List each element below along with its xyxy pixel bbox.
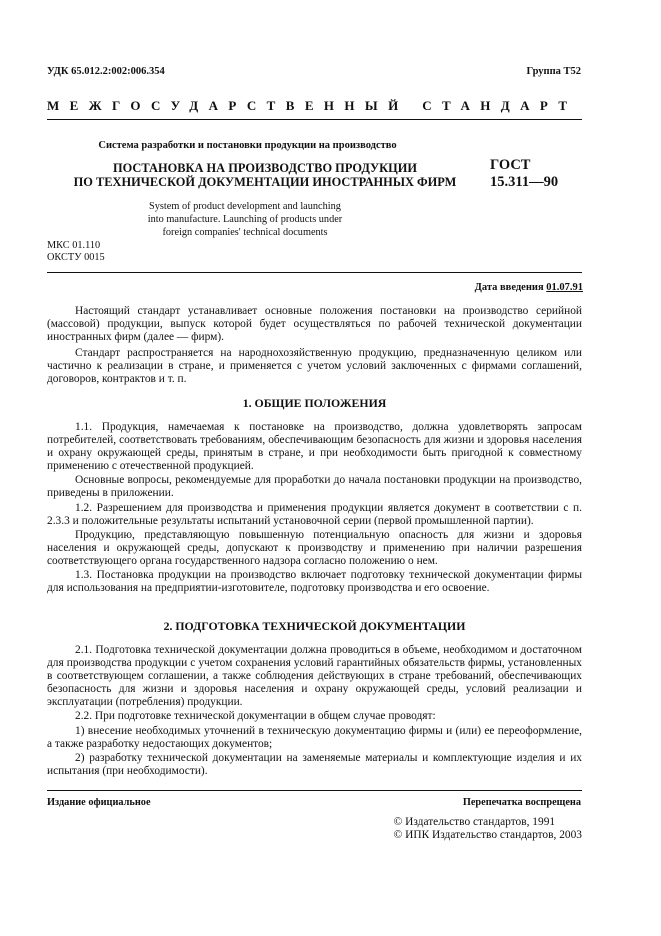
section-2-paragraph: 2.1. Подготовка технической документации должна проводиться в объеме, необходимом и достаточном для производства продукции с учетом сохранения условий гарантийных обязательств фирмы, установленных в соответствующем соглашении, а также соблюдения действующих в стране требований, обеспечивающих безопасность для жизни и здоровья населения и охрану окружающей среды, условий реализации и эксплуатации (потребления) продукции. xyxy=(47,644,582,709)
gost-number: 15.311—90 xyxy=(490,174,559,190)
reprint-prohibited-note: Перепечатка воспрещена xyxy=(462,797,581,808)
section-1-heading: 1. ОБЩИЕ ПОЛОЖЕНИЯ xyxy=(242,396,387,410)
udk-code: УДК 65.012.2:002:006.354 xyxy=(47,66,165,77)
section-2-paragraph: 2.2. При подготовке технической документации в общем случае проводят: xyxy=(75,710,436,723)
group-code: Группа Т52 xyxy=(526,66,581,77)
intro-date-label: Дата введения xyxy=(474,282,544,293)
header-bottom-rule xyxy=(47,272,582,273)
section-1-paragraph: Основные вопросы, рекомендуемые для проработки до начала постановки продукции на производство, приведены в приложении. xyxy=(47,474,582,500)
footer-rule xyxy=(47,790,582,791)
english-title-line-3: foreign companies' technical documents xyxy=(162,227,328,238)
title-line-1: ПОСТАНОВКА НА ПРОИЗВОДСТВО ПРОДУКЦИИ xyxy=(112,161,418,175)
classification-codes xyxy=(47,240,105,264)
section-1-paragraph: 1.1. Продукция, намечаемая к постановке на производство, должна удовлетворять запросам потребителей, соответствовать требованиям, обеспечивающим безопасность для жизни и здоровья населения и охрану окружающей среды, принятым в стране, и при необходимости быть пригодной к совместному применению с отечественной продукцией. xyxy=(47,421,582,473)
banner-rule xyxy=(47,119,582,120)
gost-designation xyxy=(490,157,558,191)
intro-paragraph: Настоящий стандарт устанавливает основные положения постановки на производство серийной (массовой) продукции, выпуск которой будет осуществляться по рабочей технической документации иностранных фирм (далее — фирм). xyxy=(47,305,582,344)
section-2-text xyxy=(47,644,582,778)
section-2-heading: 2. ПОДГОТОВКА ТЕХНИЧЕСКОЙ ДОКУМЕНТАЦИИ xyxy=(163,619,466,633)
intro-date xyxy=(475,282,583,293)
copyright-block xyxy=(394,816,582,842)
section-2-paragraph: 1) внесение необходимых уточнений в техническую документацию фирмы и (или) ее переоформление, а также разработку недостающих документов; xyxy=(47,724,582,750)
english-title-line-1: System of product development and launching xyxy=(149,201,341,212)
section-1-paragraph: Продукцию, представляющую повышенную потенциальную опасность для жизни и здоровья населения и окружающей среды, допускают к производству и применению при наличии разрешения соответствующего органа государственного надзора согласно положению о нем. xyxy=(47,528,582,567)
standard-type-banner: МЕЖГОСУДАРСТВЕННЫЙ СТАНДАРТ xyxy=(47,98,578,113)
section-2-paragraph: 2) разработку технической документации на заменяемые материалы и комплектующие изделия и их испытания (при необходимости). xyxy=(47,751,582,777)
mks-code: МКС 01.110 xyxy=(47,240,101,251)
english-title xyxy=(110,200,380,239)
gost-label: ГОСТ xyxy=(490,157,531,173)
copyright-line-2: © ИПК Издательство стандартов, 2003 xyxy=(393,829,582,841)
title-line-2: ПО ТЕХНИЧЕСКОЙ ДОКУМЕНТАЦИИ ИНОСТРАННЫХ ФИРМ xyxy=(73,175,457,189)
intro-date-value: 01.07.91 xyxy=(546,282,583,293)
system-title: Система разработки и постановки продукции на производство xyxy=(98,140,397,151)
section-1-text xyxy=(47,421,582,595)
intro-text xyxy=(47,305,582,387)
section-1-paragraph: 1.3. Постановка продукции на производство включает подготовку технической документации фирмы для использования на предприятии-изготовителе, подготовку производства и его освоение. xyxy=(47,569,582,595)
english-title-line-2: into manufacture. Launching of products under xyxy=(147,214,343,225)
intro-paragraph: Стандарт распространяется на народнохозяйственную продукцию, предназначенную целиком или частично к реализации в стране, и применяется с учетом условий заключенных с фирмами соглашений, договоров, контрактов и т. п. xyxy=(47,347,582,386)
section-1-paragraph: 1.2. Разрешением для производства и применения продукции является документ в соответствии с п. 2.3.3 и положительные результаты испытаний установочной серии (первой промышленной партии). xyxy=(47,501,582,527)
okstu-code: ОКСТУ 0015 xyxy=(47,252,105,263)
official-edition-note: Издание официальное xyxy=(47,797,151,808)
document-title xyxy=(70,161,460,189)
copyright-line-1: © Издательство стандартов, 1991 xyxy=(393,816,556,828)
